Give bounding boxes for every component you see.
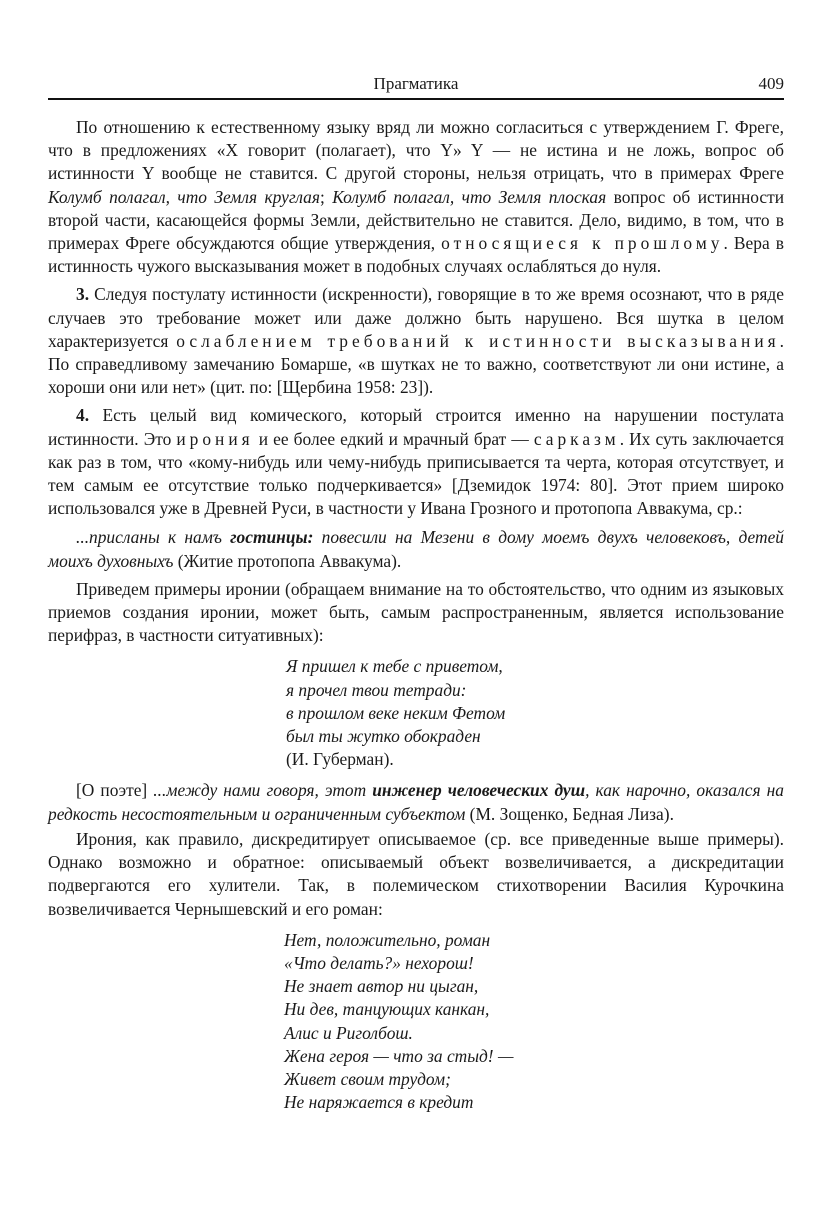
paragraph-frege <box>48 116 784 278</box>
spaced-emphasis: относящиеся к прошлому <box>441 233 724 254</box>
header-rule <box>48 98 784 100</box>
spaced-emphasis: ирония <box>176 428 254 449</box>
text: Следуя постулату истинности (искренности), говорящие в то же время осознают, что в ряде случаев это требование может или даже должно быть нарушено. Вся шутка в целом характеризуется <box>48 284 784 351</box>
poem-line: Живет своим трудом; <box>284 1068 451 1089</box>
text: . Их суть заключается как раз в том, что «кому-нибудь или чему-нибудь приписывается та черта, которая отсутствует, и тем самым ее отсутствие только подчеркивается» [Дземидок 1974: 80]. Этот прием широко использовался уже в Древней Руси, в частности у Ивана Грозного и протопопа Аввакума, ср.: <box>48 428 785 519</box>
paragraph-irony-examples <box>48 578 784 648</box>
quote-bold-italic: инженер человеческих душ <box>372 780 586 801</box>
quote-source: (Житие протопопа Аввакума). <box>173 550 402 571</box>
poem-line: Я пришел к тебе с приветом, <box>286 656 503 677</box>
text: По отношению к естественному языку вряд ли можно согласиться с утверждением Г. Фреге, что в предложениях «X говорит (полагает), что Y» Y — не истина и не ложь, вопрос об истинности Y вообще не ставится. С другой стороны, нельзя отрицать, что в примерах Фреге <box>48 117 784 184</box>
poem-line: был ты жутко обокраден <box>286 726 481 747</box>
page-number: 409 <box>758 74 784 93</box>
text: . Вера в истинность чужого высказывания может в подобных случаях ослабляться до нуля. <box>48 233 784 277</box>
poem-attribution: (И. Губерман). <box>286 749 394 770</box>
text: . По справедливому замечанию Бомарше, «в шутках не то важно, соответствуют ли они истине, а хороши они или нет» (цит. по: [Щербина 1958: 23]). <box>48 330 784 398</box>
running-head <box>48 68 784 96</box>
quote-avvakum <box>48 526 784 572</box>
example-italic: Колумб полагал, что Земля круглая <box>48 186 320 207</box>
spaced-emphasis: сарказм <box>533 428 620 449</box>
quote-italic: повесили на Мезени в дому моемъ двухъ человековъ, детей моихъ духовныхъ <box>48 527 784 571</box>
spaced-emphasis: ослаблением требований к истинности высказывания <box>176 330 780 351</box>
quote-bold-italic: гостинцы: <box>230 527 314 548</box>
text: вопрос об истинности второй части, касающейся формы Земли, действительно не ставится. Дело, видимо, в том, что в примерах Фреге обсуждаются общие утверждения, <box>48 186 785 254</box>
paragraph-4 <box>48 404 784 520</box>
running-title: Прагматика <box>373 74 459 93</box>
text: Приведем примеры иронии (обращаем внимание на то обстоятельство, что одним из языковых приемов создания иронии, может быть, самым распространенным, является использование перифраз, в частности ситуативных): <box>48 578 784 646</box>
paragraph-number: 3. <box>76 284 90 305</box>
quote-italic: , как нарочно, оказался на редкость несостоятельным и ограниченным субъектом <box>48 780 784 824</box>
paragraph-irony-discredits <box>48 828 784 921</box>
poem-line: в прошлом веке неким Фетом <box>286 702 506 723</box>
text: [О поэте] <box>76 780 154 801</box>
book-page <box>48 68 785 1113</box>
paragraph-zoshchenko <box>48 779 784 825</box>
page-body <box>48 116 784 1122</box>
example-italic: Колумб полагал, что Земля плоская <box>332 186 607 207</box>
poem-line: Ни дев, танцующих канкан, <box>284 999 490 1020</box>
paragraph-3 <box>48 283 784 399</box>
poem-line: Жена героя — что за стыд! — <box>284 1045 514 1066</box>
poem-line: Не наряжается в кредит <box>284 1092 474 1113</box>
poem-line: Нет, положительно, роман <box>284 929 491 950</box>
poem-line: я прочел твои тетради: <box>286 679 467 700</box>
poem-line: «Что делать?» нехорош! <box>284 952 474 973</box>
quote-source: (М. Зощенко, Бедная Лиза). <box>465 803 674 824</box>
poem-line: Не знает автор ни цыган, <box>284 976 479 997</box>
poem-kurochkin <box>284 929 784 1115</box>
quote-italic: ...между нами говоря, этот <box>153 780 373 801</box>
poem-line: Алис и Риголбош. <box>284 1022 413 1043</box>
text: и ее более едкий и мрачный брат — <box>253 428 534 449</box>
text: Ирония, как правило, дискредитирует описываемое (ср. все приведенные выше примеры). Однако возможно и обратное: описываемый объект возвеличивается, а дискредитации подвергаются его хулители. Так, в полемическом стихотворении Василия Курочкина возвеличивается Чернышевский и его роман: <box>48 828 784 919</box>
paragraph-number: 4. <box>76 405 90 426</box>
poem-guberman <box>286 655 784 771</box>
quote-italic: ...присланы к намъ <box>76 527 231 548</box>
text: Есть целый вид комического, который строится именно на нарушении постулата истинности. Это <box>48 405 784 449</box>
text: ; <box>319 186 333 207</box>
